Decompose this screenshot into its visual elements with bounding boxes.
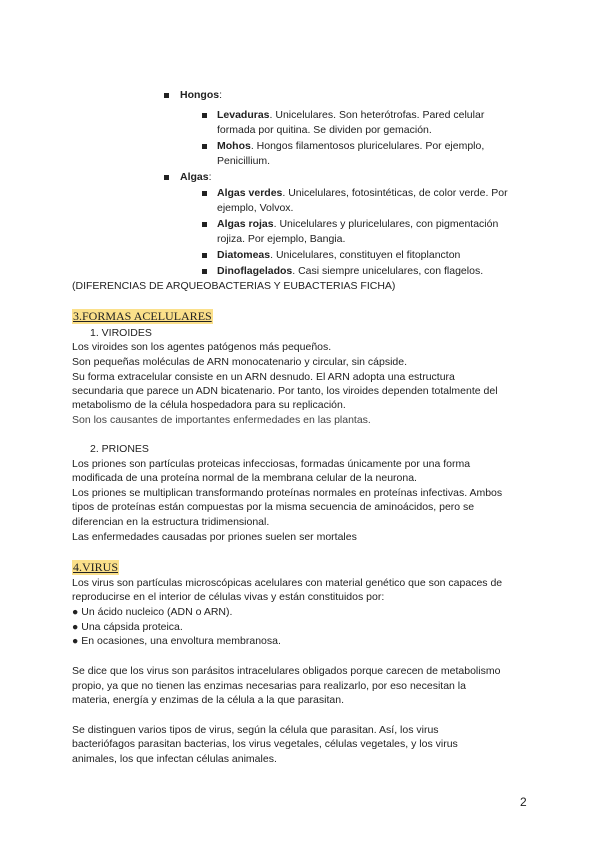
list-item-cont: rojiza. Por ejemplo, Bangia. [217,233,346,245]
hongos-title: Hongos: [180,89,222,101]
paragraph-line: Los priones son partículas proteicas infecciosas, formadas únicamente por una forma [72,458,471,470]
list-item: ● Un ácido nucleico (ADN o ARN). [72,606,233,618]
paragraph-line: Son pequeñas moléculas de ARN monocatenario y circular, sin cápside. [72,356,408,368]
section-heading-formas-acelulares: 3.FORMAS ACELULARES [73,309,212,323]
paragraph-line: materia, energía y enzimas de la célula a la que parasitan. [72,694,344,706]
list-item-cont: Penicillium. [217,155,271,167]
paragraph-line: bacteriófagos parasitan bacterias, los virus vegetales, células vegetales, y los virus [72,738,458,750]
paragraph-line: Se distinguen varios tipos de virus, según la célula que parasitan. Así, los virus [72,724,439,736]
paragraph-line: secundaria que parece un ADN bicatenario. Por tanto, los viroides dependen totalmente del [72,385,498,397]
paragraph-line: tipos de proteínas están compuestas por la misma secuencia de aminoácidos, pero se [72,501,475,513]
viroides-title: 1. VIROIDES [90,327,152,339]
list-item-cont: formada por quitina. Se dividen por gemación. [217,124,432,136]
paragraph-line: diferencian en la estructura tridimensional. [72,516,270,528]
page-number: 2 [520,795,527,809]
paragraph-line: Los virus son partículas microscópicas acelulares con material genético que son capaces de [72,577,503,589]
viroides-note: Son los causantes de importantes enfermedades en las plantas. [72,414,371,426]
paragraph-line: propio, ya que no tienen las enzimas necesarias para realizarlo, por eso necesitan la [72,680,466,692]
bullet-square-icon [164,93,169,98]
bullet-square-icon [202,269,207,274]
bullet-square-icon [202,222,207,227]
list-item: Algas verdes. Unicelulares, fotosintéticas, de color verde. Por [217,187,508,199]
bullet-square-icon [164,175,169,180]
paragraph-line: modificada de una proteína normal de la membrana celular de la neurona. [72,472,417,484]
diferencias-note: (DIFERENCIAS DE ARQUEOBACTERIAS Y EUBACTERIAS FICHA) [72,280,396,292]
priones-title: 2. PRIONES [90,443,149,455]
list-item: Algas rojas. Unicelulares y pluricelulares, con pigmentación [217,218,499,230]
list-item: Diatomeas. Unicelulares, constituyen el fitoplancton [217,249,461,261]
bullet-square-icon [202,144,207,149]
paragraph-line: Las enfermedades causadas por priones suelen ser mortales [72,531,357,543]
list-item: Levaduras. Unicelulares. Son heterótrofas. Pared celular [217,109,485,121]
bullet-square-icon [202,253,207,258]
paragraph-line: Los priones se multiplican transformando proteínas normales en proteínas infectivas. Ambos [72,487,503,499]
list-item: Mohos. Hongos filamentosos pluricelulares. Por ejemplo, [217,140,485,152]
list-item: Dinoflagelados. Casi siempre unicelulares, con flagelos. [217,265,484,277]
bullet-square-icon [202,113,207,118]
paragraph-line: animales, los que infectan células animales. [72,753,277,765]
paragraph-line: reproducirse en el interior de células vivas y están constituidos por: [72,591,385,603]
list-item: ● En ocasiones, una envoltura membranosa. [72,635,281,647]
paragraph-line: Los viroides son los agentes patógenos más pequeños. [72,341,332,353]
paragraph-line: metabolismo de la célula hospedadora para su replicación. [72,399,346,411]
bullet-square-icon [202,191,207,196]
list-item-cont: ejemplo, Volvox. [217,202,294,214]
list-item: ● Una cápsida proteica. [72,621,183,633]
paragraph-line: Su forma extracelular consiste en un ARN desnudo. El ARN adopta una estructura [72,371,455,383]
section-heading-virus: 4.VIRUS [73,560,119,574]
algas-title: Algas: [180,171,212,183]
paragraph-line: Se dice que los virus son parásitos intracelulares obligados porque carecen de metabolismo [72,665,501,677]
